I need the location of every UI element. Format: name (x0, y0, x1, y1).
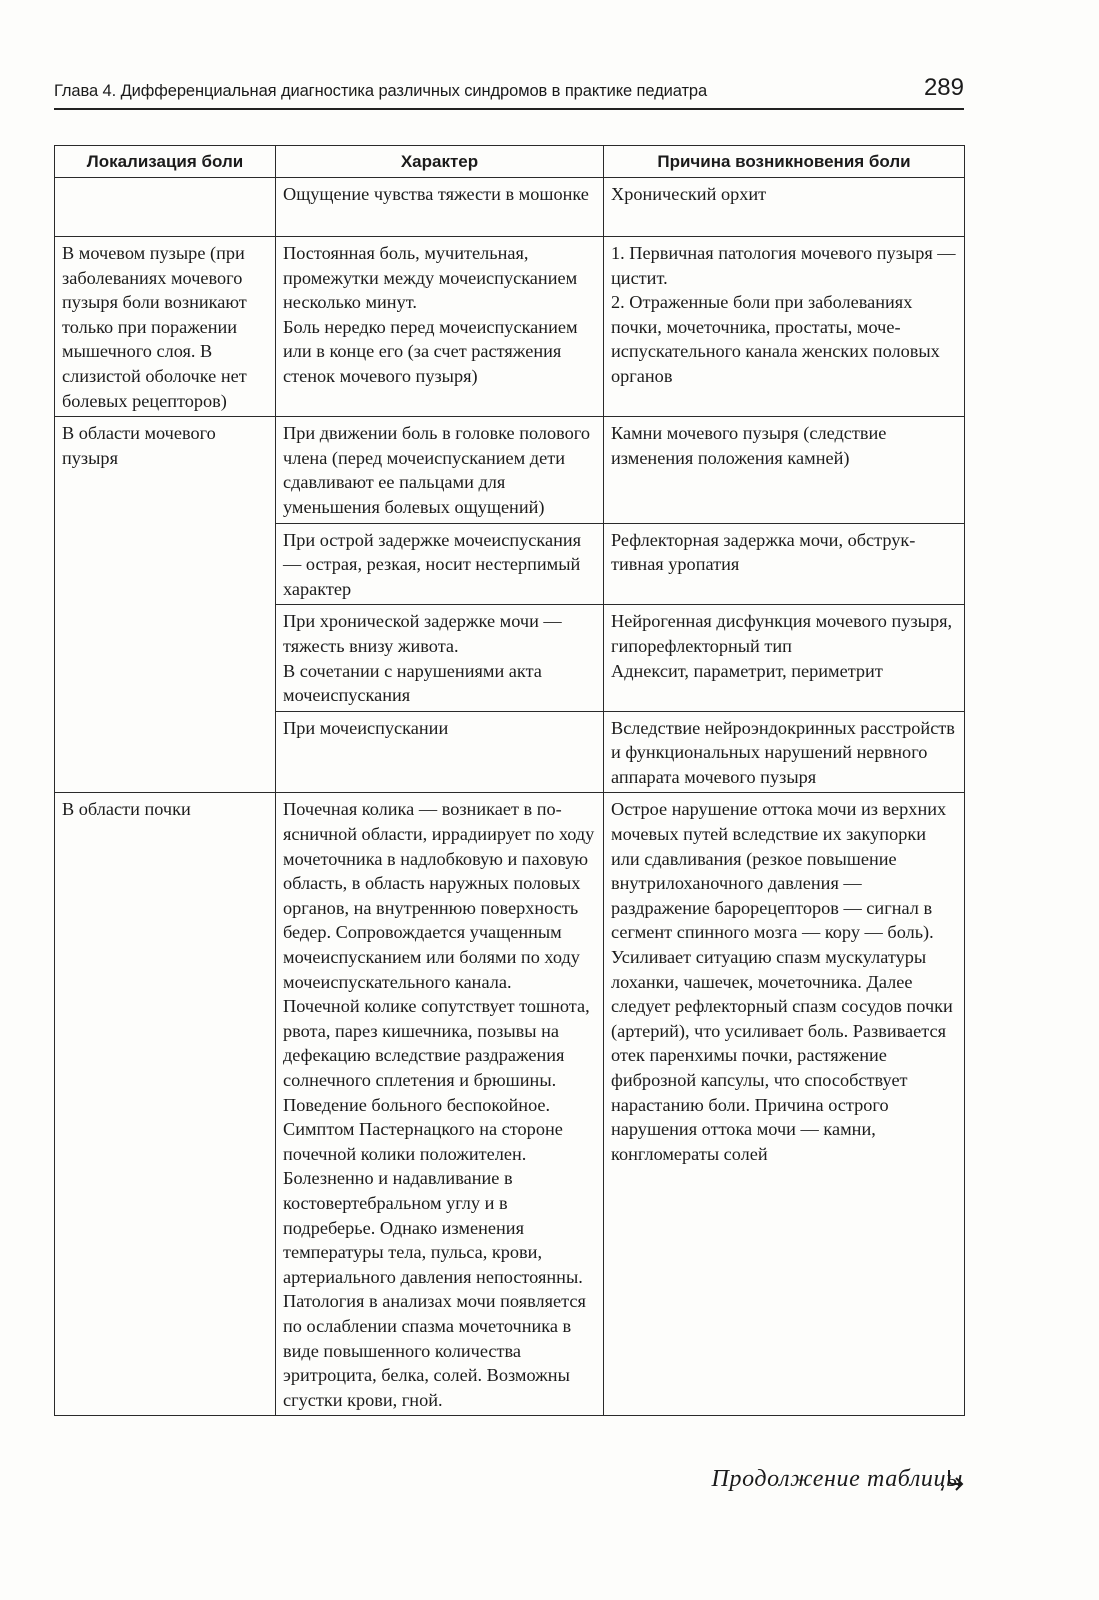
character-cell (276, 237, 604, 417)
character-cell (276, 711, 604, 793)
location-cell: В области мочевого пузыря (55, 417, 276, 793)
location-cell: В мочевом пузыре (при заболеваниях мочевого пузыря боли возникают только при поражении мышечного слоя. В слизистой оболочке нет болевых рецепторов) (55, 237, 276, 417)
cause-cell (604, 605, 965, 711)
cause-cell (604, 793, 965, 1416)
character-text: Почечной колике сопутствует тошнота, рвота, парез кишечника, позывы на дефекацию вследствие раздражения солнечного сплетения и брюшины. Поведение больного беспокойное. Симптом Пастернацкого на стороне почечной колики положителен. Болезненно и надавливание в костовертебральном углу и в подреберье. Однако изменения температуры тела, пульса, крови, артериального давления непостоянны. Патология в анализах мочи появляется по ослаблении спазма мочеточника в виде повышенного количества эритроцита, белка, солей. Возможны сгустки крови, гной. (283, 996, 590, 1410)
cause-cell (604, 523, 965, 605)
cause-cell (604, 417, 965, 523)
location-cell (55, 178, 276, 237)
table-row (55, 237, 965, 417)
character-text: При мочеиспускании (283, 717, 449, 738)
cause-text: Камни мочевого пузыря (следствие изменения положения камней) (611, 423, 887, 468)
cause-cell (604, 711, 965, 793)
cause-text: Хронический орхит (611, 184, 767, 204)
character-text: При движении боль в головке полового члена (перед мочеиспусканием дети сдавливают ее пальцами для уменьшения болевых ощущений) (283, 423, 590, 517)
table-row (55, 793, 965, 1416)
character-text: Ощущение чувства тяжести в мошонке (283, 184, 589, 204)
page-number: 289 (923, 74, 964, 101)
table-header-row (55, 146, 965, 178)
character-cell (276, 793, 604, 1416)
column-header-character: Характер (276, 146, 604, 178)
cause-text: 1. Первичная патология мочевого пузыря — цистит. (611, 243, 956, 288)
cause-text: Нейрогенная дисфункция мочевого пузыря, гипорефлекторный тип (611, 611, 953, 656)
cause-cell (604, 237, 965, 417)
cause-text: Острое нарушение оттока мочи из верхних мочевых путей вследствие их закупорки или сдавливания (резкое повышение внутрилоханочного давления — раздражение барорецепторов — сигнал в сегмент спинного мозга — кору — боль). (611, 799, 947, 943)
cause-text: Рефлекторная задержка мочи, обструктивная уропатия (611, 529, 916, 575)
character-text: В сочетании с нарушениями акта мочеиспускания (283, 660, 542, 706)
turn-page-arrow-icon (944, 1468, 966, 1494)
character-text: При хронической задержке мочи — тяжесть внизу живота. (283, 611, 562, 656)
cause-cell (604, 178, 965, 237)
cause-text: Вследствие нейроэндокринных расстройств и функциональных нарушений нервного аппарата мочевого пузыря (611, 717, 955, 787)
column-header-cause: Причина возникновения боли (604, 146, 965, 178)
character-text: Постоянная боль, мучительная, промежутки между мочеиспусканием несколько минут. (283, 243, 578, 313)
character-cell (276, 178, 604, 237)
cause-text: 2. Отраженные боли при заболеваниях почки, мочеточника, простаты, мочеиспускательного канала женских половых органов (611, 292, 940, 386)
pain-localization-table (54, 145, 965, 1416)
table-row (55, 178, 965, 237)
location-cell: В области почки (55, 793, 276, 1416)
chapter-title: Глава 4. Дифференциальная диагностика различных синдромов в практике педиатра (54, 82, 708, 100)
cause-text: Усиливает ситуацию спазм мускулатуры лоханки, чашечек, мочеточника. Далее следует рефлекторный спазм сосудов почки (артерий), что усиливает боль. Развивается отек паренхимы почки, растяжение фиброзной капсулы, что способствует нарастанию боли. Причина острого нарушения оттока мочи — камни, конгломераты солей (611, 947, 953, 1164)
cause-text: Аднексит, параметрит, периметрит (611, 660, 883, 681)
character-cell (276, 417, 604, 523)
character-text: Боль нередко перед мочеиспусканием или в конце его (за счет растяжения стенок мочевого пузыря) (283, 316, 578, 386)
character-cell (276, 523, 604, 605)
character-cell (276, 605, 604, 711)
character-text: Почечная колика — возникает в поясничной области, иррадиирует по ходу мочеточника в надлобковую и паховую область, в область наружных половых органов, на внутреннюю поверхность бедер. Сопровождается учащенным мочеиспусканием или болями по ходу мочеиспускательного канала. (283, 799, 595, 992)
character-text: При острой задержке мочеиспускания — острая, резкая, носит нестерпимый характер (283, 529, 582, 599)
table-row (55, 417, 965, 523)
table-continuation-note: Продолжение таблицы (711, 1466, 963, 1492)
column-header-location: Локализация боли (55, 146, 276, 178)
running-header (54, 74, 964, 110)
